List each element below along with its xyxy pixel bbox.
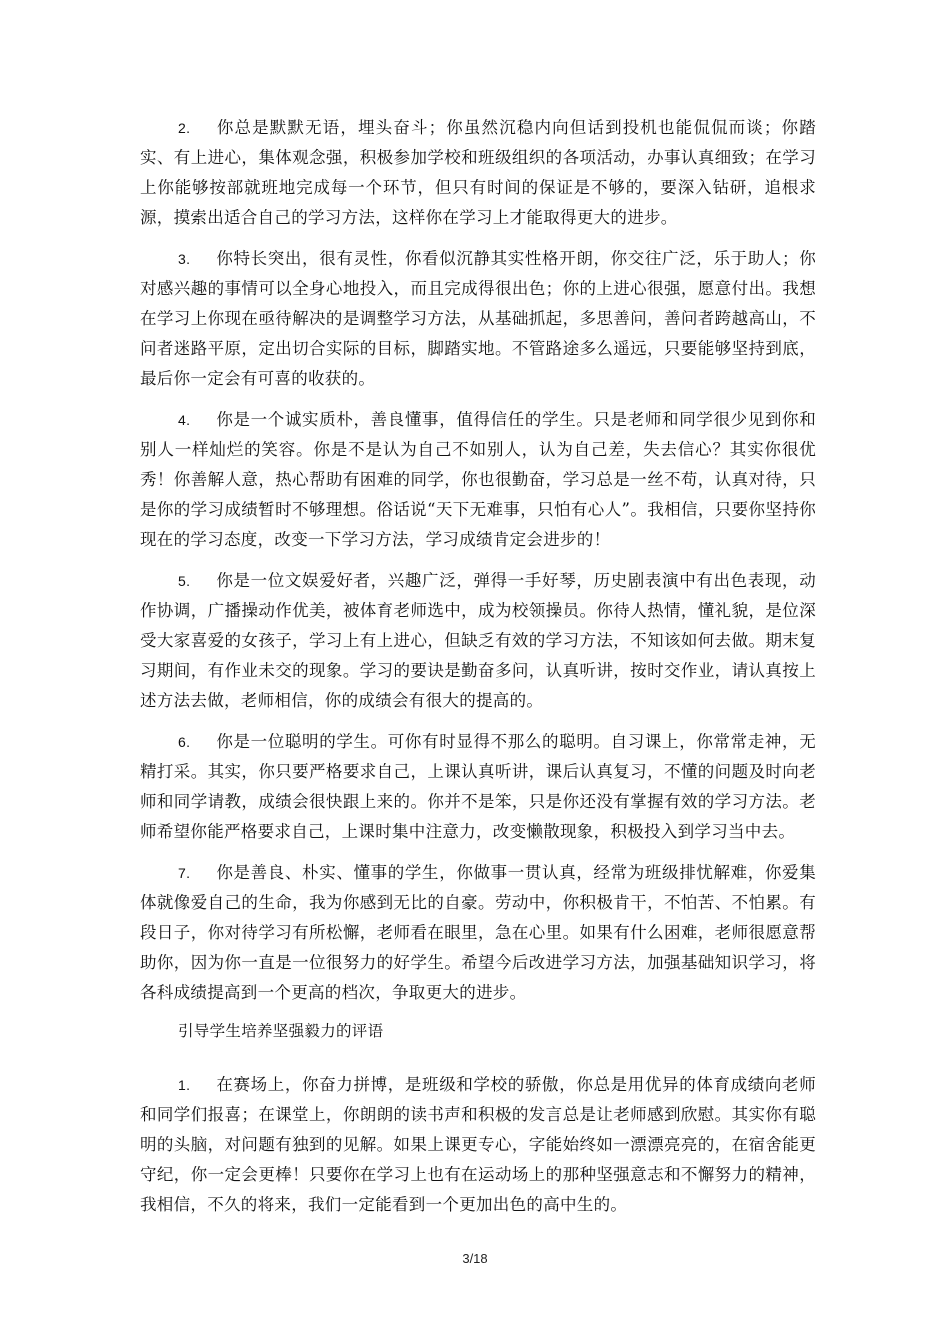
comment-paragraph-7 bbox=[140, 858, 816, 1008]
comment-paragraph-3 bbox=[140, 244, 816, 394]
comment-paragraph-6 bbox=[140, 727, 816, 847]
paragraph-text: 你是一位聪明的学生。可你有时显得不那么的聪明。自习课上，你常常走神，无精打采。其实，你只要严格要求自己，上课认真听讲，课后认真复习，不懂的问题及时向老师和同学请教，成绩会很快跟上来的。你并不是笨，只是你还没有掌握有效的学习方法。老师希望你能严格要求自己，上课时集中注意力，改变懒散现象，积极投入到学习当中去。 bbox=[140, 732, 816, 841]
paragraph-text: 你总是默默无语，埋头奋斗；你虽然沉稳内向但话到投机也能侃侃而谈；你踏实、有上进心，集体观念强，积极参加学校和班级组织的各项活动，办事认真细致；在学习上你能够按部就班地完成每一个环节，但只有时间的保证是不够的，要深入钻研，追根求源，摸索出适合自己的学习方法，这样你在学习上才能取得更大的进步。 bbox=[140, 118, 816, 227]
section-heading: 引导学生培养坚强毅力的评语 bbox=[178, 1022, 384, 1040]
comment-paragraph-4 bbox=[140, 405, 816, 555]
paragraph-number: 7. bbox=[178, 865, 191, 881]
comment-paragraph-2 bbox=[140, 113, 816, 233]
paragraph-text: 你是一位文娱爱好者，兴趣广泛，弹得一手好琴，历史剧表演中有出色表现，动作协调，广播操动作优美，被体育老师选中，成为校领操员。你待人热情，懂礼貌，是位深受大家喜爱的女孩子，学习上有上进心，但缺乏有效的学习方法，不知该如何去做。期末复习期间，有作业未交的现象。学习的要诀是勤奋多问，认真听讲，按时交作业，请认真按上述方法去做，老师相信，你的成绩会有很大的提高的。 bbox=[140, 571, 816, 710]
paragraph-text: 你特长突出，很有灵性，你看似沉静其实性格开朗，你交往广泛，乐于助人；你对感兴趣的事情可以全身心地投入，而且完成得很出色；你的上进心很强，愿意付出。我想在学习上你现在亟待解决的是调整学习方法，从基础抓起，多思善问，善问者跨越高山，不问者迷路平原，定出切合实际的目标，脚踏实地。不管路途多么遥远，只要能够坚持到底，最后你一定会有可喜的收获的。 bbox=[140, 249, 816, 388]
paragraph-number: 6. bbox=[178, 734, 191, 750]
paragraph-number: 1. bbox=[178, 1077, 191, 1093]
section-paragraph-1 bbox=[140, 1070, 816, 1220]
paragraph-number: 5. bbox=[178, 573, 191, 589]
paragraph-number: 4. bbox=[178, 412, 191, 428]
paragraph-text: 你是一个诚实质朴，善良懂事，值得信任的学生。只是老师和同学很少见到你和别人一样灿烂的笑容。你是不是认为自己不如别人，认为自己差，失去信心？其实你很优秀！你善解人意，热心帮助有困难的同学，你也很勤奋，学习总是一丝不苟，认真对待，只是你的学习成绩暂时不够理想。俗话说“天下无难事，只怕有心人”。我相信，只要你坚持你现在的学习态度，改变一下学习方法，学习成绩肯定会进步的！ bbox=[140, 410, 816, 549]
paragraph-number: 3. bbox=[178, 251, 191, 267]
paragraph-text: 在赛场上，你奋力拼博，是班级和学校的骄傲，你总是用优异的体育成绩向老师和同学们报喜；在课堂上，你朗朗的读书声和积极的发言总是让老师感到欣慰。其实你有聪明的头脑，对问题有独到的见解。如果上课更专心，字能始终如一漂漂亮亮的，在宿舍能更守纪，你一定会更棒！只要你在学习上也有在运动场上的那种坚强意志和不懈努力的精神，我相信，不久的将来，我们一定能看到一个更加出色的高中生的。 bbox=[140, 1075, 816, 1214]
paragraph-text: 你是善良、朴实、懂事的学生，你做事一贯认真，经常为班级排忧解难，你爱集体就像爱自己的生命，我为你感到无比的自豪。劳动中，你积极肯干，不怕苦、不怕累。有段日子，你对待学习有所松懈，老师看在眼里，急在心里。如果有什么困难，老师很愿意帮助你，因为你一直是一位很努力的好学生。希望今后改进学习方法，加强基础知识学习，将各科成绩提高到一个更高的档次，争取更大的进步。 bbox=[140, 863, 816, 1002]
comment-paragraph-5 bbox=[140, 566, 816, 716]
page-number: 3/18 bbox=[462, 1251, 488, 1266]
paragraph-number: 2. bbox=[178, 120, 191, 136]
